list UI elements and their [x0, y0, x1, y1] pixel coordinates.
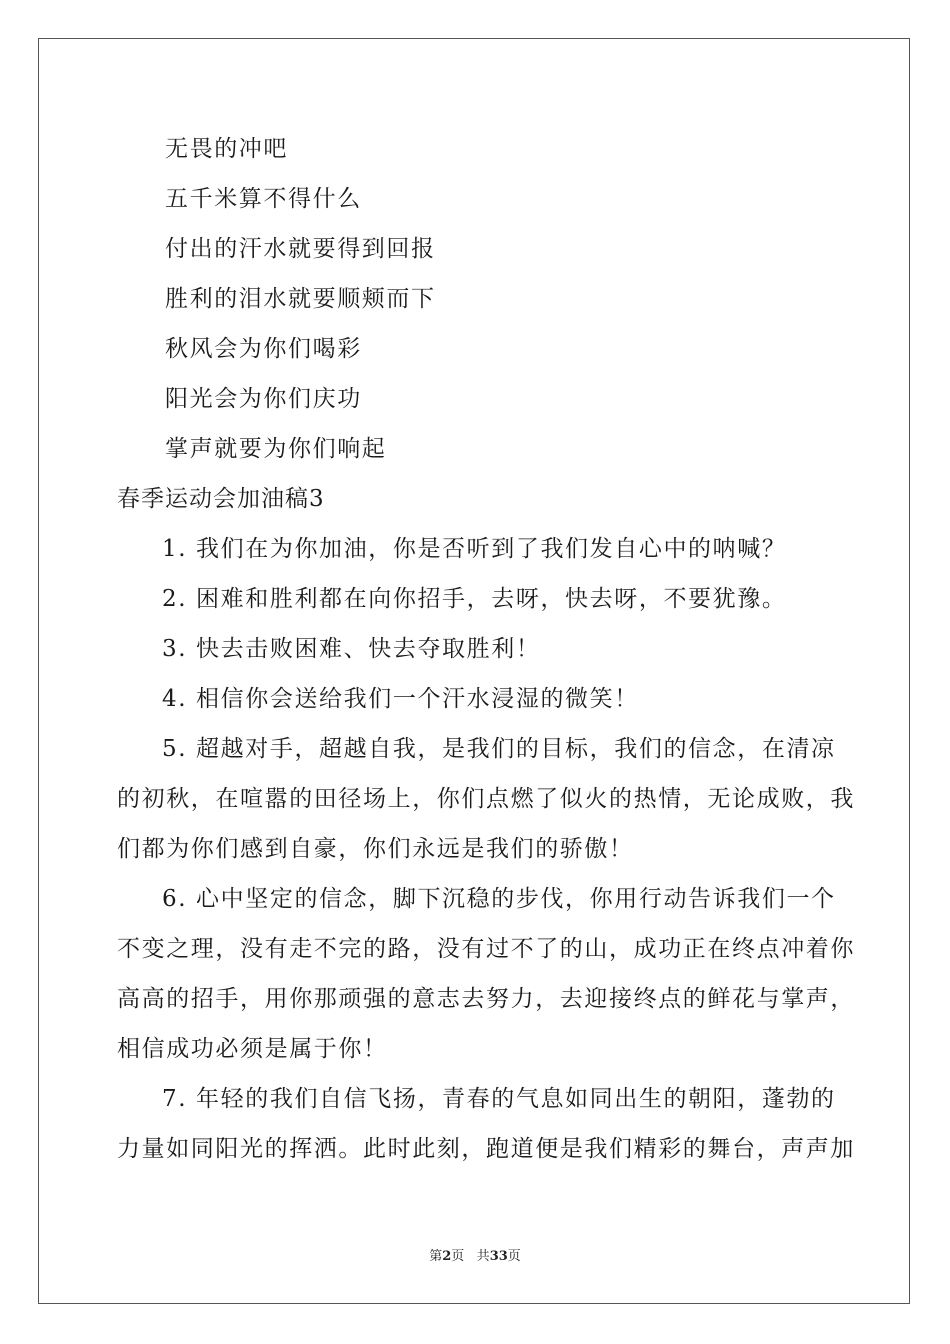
list-item-6-cont: 不变之理，没有走不完的路，没有过不了的山，成功正在终点冲着你 — [117, 936, 855, 962]
list-item-6: 6. 心中坚定的信念，脚下沉稳的步伐，你用行动告诉我们一个 — [162, 886, 836, 912]
poem-line: 五千米算不得什么 — [165, 186, 362, 212]
poem-line: 掌声就要为你们响起 — [165, 436, 387, 462]
page-footer — [0, 1248, 950, 1266]
poem-line: 胜利的泪水就要顺颊而下 — [165, 286, 436, 312]
list-item-6-cont: 相信成功必须是属于你！ — [117, 1036, 388, 1062]
list-item-5-cont: 的初秋，在喧嚣的田径场上，你们点燃了似火的热情，无论成败，我 — [117, 786, 855, 812]
total-pages: 33 — [489, 1249, 508, 1264]
poem-line: 阳光会为你们庆功 — [165, 386, 362, 412]
poem-line: 无畏的冲吧 — [165, 136, 288, 162]
total-prefix: 共 — [476, 1249, 490, 1264]
page-number: 2 — [442, 1249, 452, 1264]
list-item-5-cont: 们都为你们感到自豪，你们永远是我们的骄傲！ — [117, 836, 634, 862]
page-suffix: 页 — [451, 1249, 465, 1264]
list-item-2: 2. 困难和胜利都在向你招手，去呀，快去呀，不要犹豫。 — [162, 586, 787, 612]
list-item-5: 5. 超越对手，超越自我，是我们的目标，我们的信念，在清凉 — [162, 736, 836, 762]
total-suffix: 页 — [507, 1249, 521, 1264]
list-item-3: 3. 快去击败困难、快去夺取胜利！ — [162, 636, 541, 662]
list-item-7: 7. 年轻的我们自信飞扬，青春的气息如同出生的朝阳，蓬勃的 — [162, 1086, 836, 1112]
list-item-6-cont: 高高的招手，用你那顽强的意志去努力，去迎接终点的鲜花与掌声， — [117, 986, 855, 1012]
list-item-1: 1. 我们在为你加油，你是否听到了我们发自心中的呐喊？ — [162, 536, 787, 562]
list-item-7-cont: 力量如同阳光的挥洒。此时此刻，跑道便是我们精彩的舞台，声声加 — [117, 1136, 855, 1162]
page-prefix: 第 — [429, 1249, 443, 1264]
poem-line: 付出的汗水就要得到回报 — [165, 236, 436, 262]
page-border — [38, 38, 910, 1304]
list-item-4: 4. 相信你会送给我们一个汗水浸湿的微笑！ — [162, 686, 639, 712]
poem-line: 秋风会为你们喝彩 — [165, 336, 362, 362]
section-title: 春季运动会加油稿3 — [117, 486, 325, 512]
